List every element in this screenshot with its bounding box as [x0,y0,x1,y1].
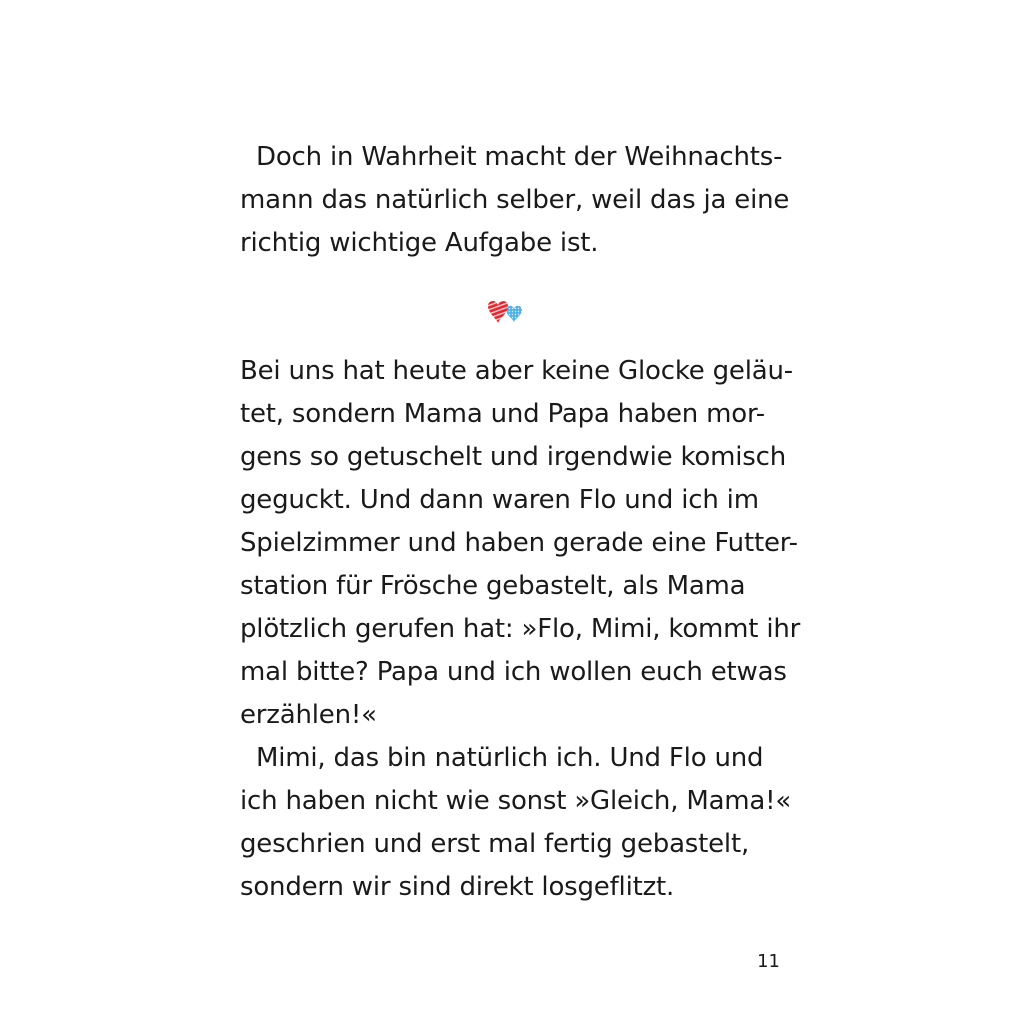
text-line: tet, sondern Mama und Papa haben mor- [240,399,765,429]
two-hearts-icon [484,298,524,326]
text-line: Bei uns hat heute aber keine Glocke geläu- [240,356,793,386]
red-heart-icon [488,301,508,323]
text-line: richtig wichtige Aufgabe ist. [240,228,599,258]
text-line: Mimi, das bin natürlich ich. Und Flo und [256,743,764,773]
page-number: 11 [757,951,780,972]
text-line: Doch in Wahrheit macht der Weihnachts- [256,142,783,172]
text-line: plötzlich gerufen hat: »Flo, Mimi, kommt ihr [240,614,801,644]
text-line: gens so getuschelt und irgendwie komisch [240,442,786,472]
text-line: ich haben nicht wie sonst »Gleich, Mama!« [240,786,792,816]
text-line: geguckt. Und dann waren Flo und ich im [240,485,759,515]
blue-heart-icon [506,306,522,322]
text-line: mann das natürlich selber, weil das ja eine [240,185,790,215]
paragraph-2 [240,350,801,909]
text-line: sondern wir sind direkt losgeflitzt. [240,872,675,902]
text-line: erzählen!« [240,700,377,730]
text-line: mal bitte? Papa und ich wollen euch etwas [240,657,787,687]
text-line: geschrien und erst mal fertig gebastelt, [240,829,750,859]
text-line: station für Frösche gebastelt, als Mama [240,571,746,601]
text-line: Spielzimmer und haben gerade eine Futter- [240,528,798,558]
paragraph-1 [240,136,790,265]
